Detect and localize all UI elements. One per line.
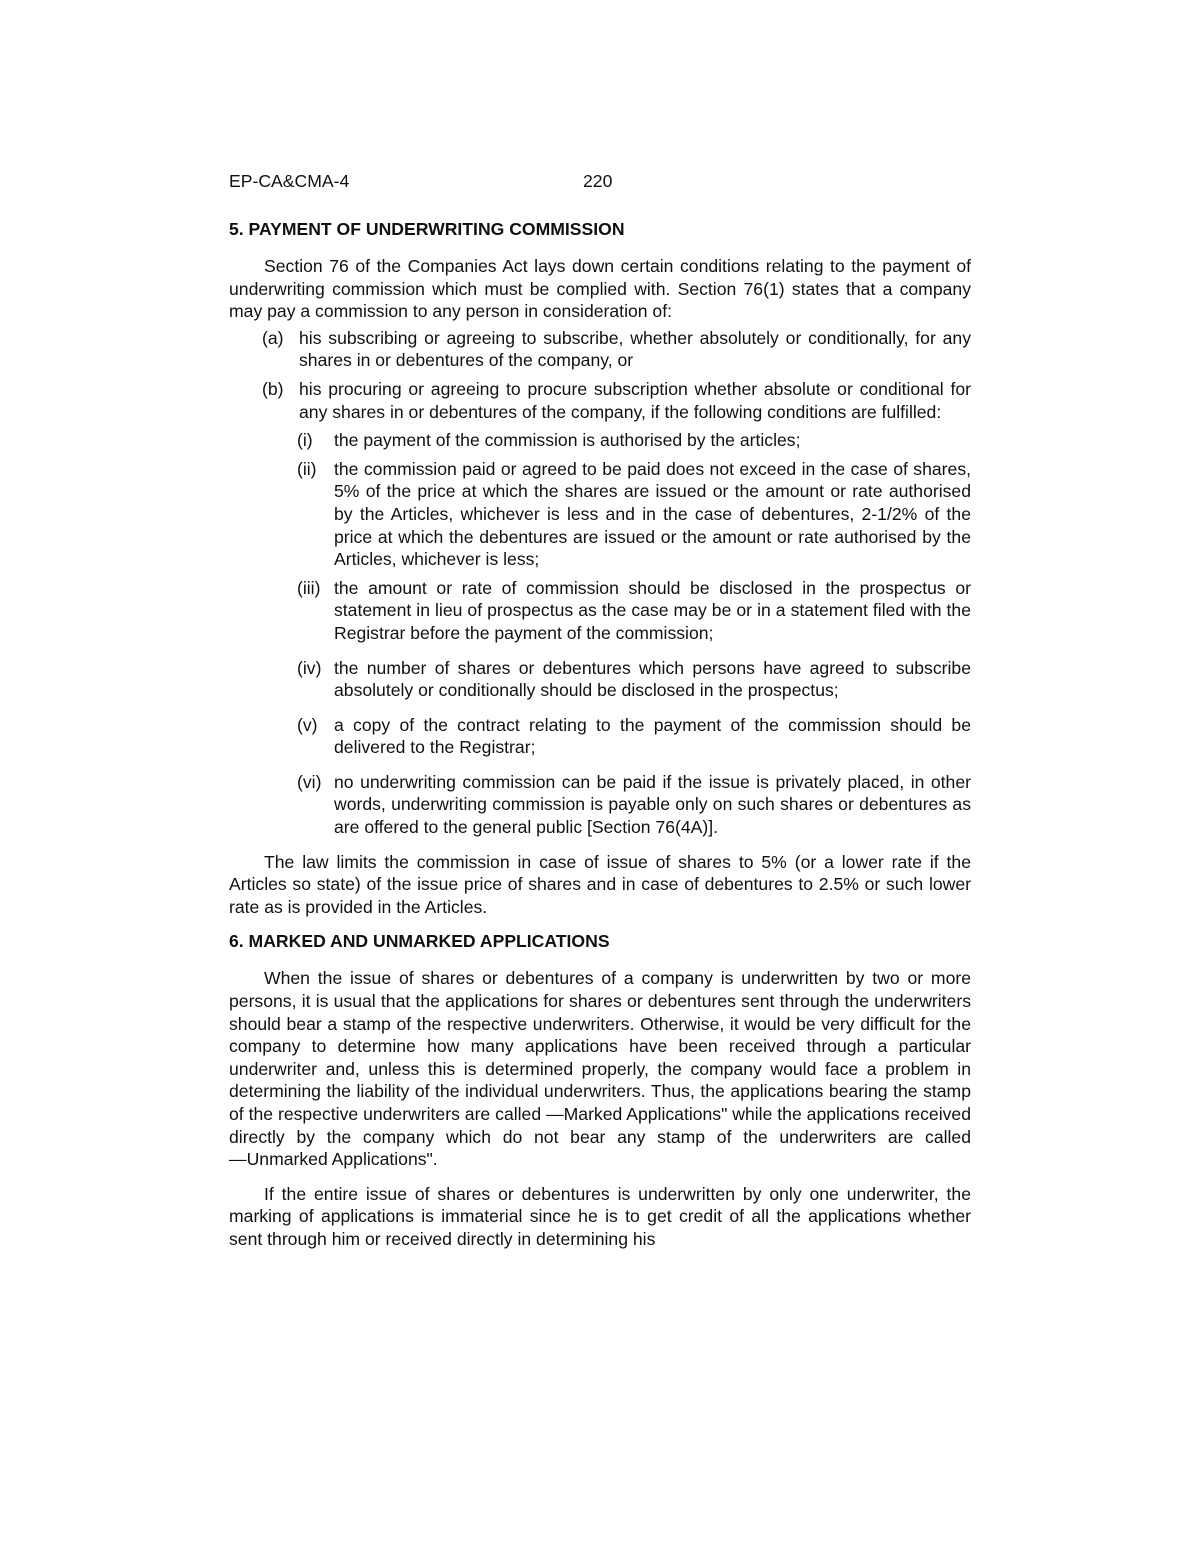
section-5-heading: 5. PAYMENT OF UNDERWRITING COMMISSION bbox=[229, 219, 625, 239]
condition-text: the commission paid or agreed to be paid does not exceed in the case of shares, 5% of the price at which the shares are issued or the amount or rate authorised by the Articles, whichever is less and in the case of debentures, 2-1/2% of the price at which the debentures are issued or the amount or rate authorised by the Articles, whichever is less; bbox=[334, 458, 971, 570]
list-marker: (iv) bbox=[297, 657, 322, 678]
condition-v bbox=[229, 714, 971, 759]
list-marker: (i) bbox=[297, 430, 313, 451]
list-marker: (vi) bbox=[297, 771, 322, 792]
list-marker: (b) bbox=[262, 378, 284, 399]
condition-i bbox=[229, 429, 971, 452]
list-item-b bbox=[229, 378, 971, 423]
document-page bbox=[229, 170, 971, 1263]
list-item-text: his procuring or agreeing to procure subscription whether absolute or conditional for any shares in or debentures of the company, if the following conditions are fulfilled: bbox=[299, 378, 971, 422]
condition-vi bbox=[229, 771, 971, 839]
condition-text: no underwriting commission can be paid if the issue is privately placed, in other words, underwriting commission is payable only on such shares or debentures as are offered to the general public [Section 76(4A)]. bbox=[334, 771, 971, 838]
header-code: EP-CA&CMA-4 bbox=[229, 171, 350, 191]
list-marker: (v) bbox=[297, 714, 318, 735]
section-5-intro: Section 76 of the Companies Act lays down certain conditions relating to the payment of underwriting commission which must be complied with. Section 76(1) states that a company may pay a commission to any person in consideration of: bbox=[229, 256, 971, 322]
condition-text: the number of shares or debentures which persons have agreed to subscribe absolutely or conditionally should be disclosed in the prospectus; bbox=[334, 657, 971, 701]
condition-iii bbox=[229, 577, 971, 645]
conditions-list bbox=[229, 429, 971, 839]
running-header bbox=[229, 170, 971, 194]
condition-ii bbox=[229, 458, 971, 571]
section-6-paragraph-2: If the entire issue of shares or debentures is underwritten by only one underwriter, the marking of applications is immaterial since he is to get credit of all the applications whether sent through him or received directly in determining his bbox=[229, 1183, 971, 1249]
list-marker: (iii) bbox=[297, 577, 321, 598]
section-5-closing: The law limits the commission in case of issue of shares to 5% (or a lower rate if the Articles so state) of the issue price of shares and in case of debentures to 2.5% or such lower rate as is provided in the Articles. bbox=[229, 851, 971, 917]
condition-text: a copy of the contract relating to the payment of the commission should be delivered to the Registrar; bbox=[334, 714, 971, 758]
consideration-list bbox=[229, 327, 971, 423]
condition-text: the amount or rate of commission should be disclosed in the prospectus or statement in lieu of prospectus as the case may be or in a statement filed with the Registrar before the payment of the commission; bbox=[334, 577, 971, 643]
list-item-text: his subscribing or agreeing to subscribe, whether absolutely or conditionally, for any shares in or debentures of the company, or bbox=[299, 327, 971, 371]
list-marker: (ii) bbox=[297, 458, 317, 479]
section-6-heading: 6. MARKED AND UNMARKED APPLICATIONS bbox=[229, 931, 610, 952]
section-6-paragraph-1: When the issue of shares or debentures of a company is underwritten by two or more persons, it is usual that the applications for shares or debentures sent through the underwriters should bear a stamp of the respective underwriters. Otherwise, it would be very difficult for the company to determine how many applications have been received through a particular underwriter and, unless this is determined properly, the company would face a problem in determining the liability of the individual underwriters. Thus, the applications bearing the stamp of the respective underwriters are called ―Marked Applications" while the applications received directly by the company which do not bear any stamp of the underwriters are called ―Unmarked Applications". bbox=[229, 968, 971, 1170]
page-number: 220 bbox=[583, 171, 613, 191]
list-marker: (a) bbox=[262, 327, 284, 348]
list-item-a bbox=[229, 327, 971, 372]
condition-iv bbox=[229, 657, 971, 702]
condition-text: the payment of the commission is authorised by the articles; bbox=[334, 430, 801, 451]
